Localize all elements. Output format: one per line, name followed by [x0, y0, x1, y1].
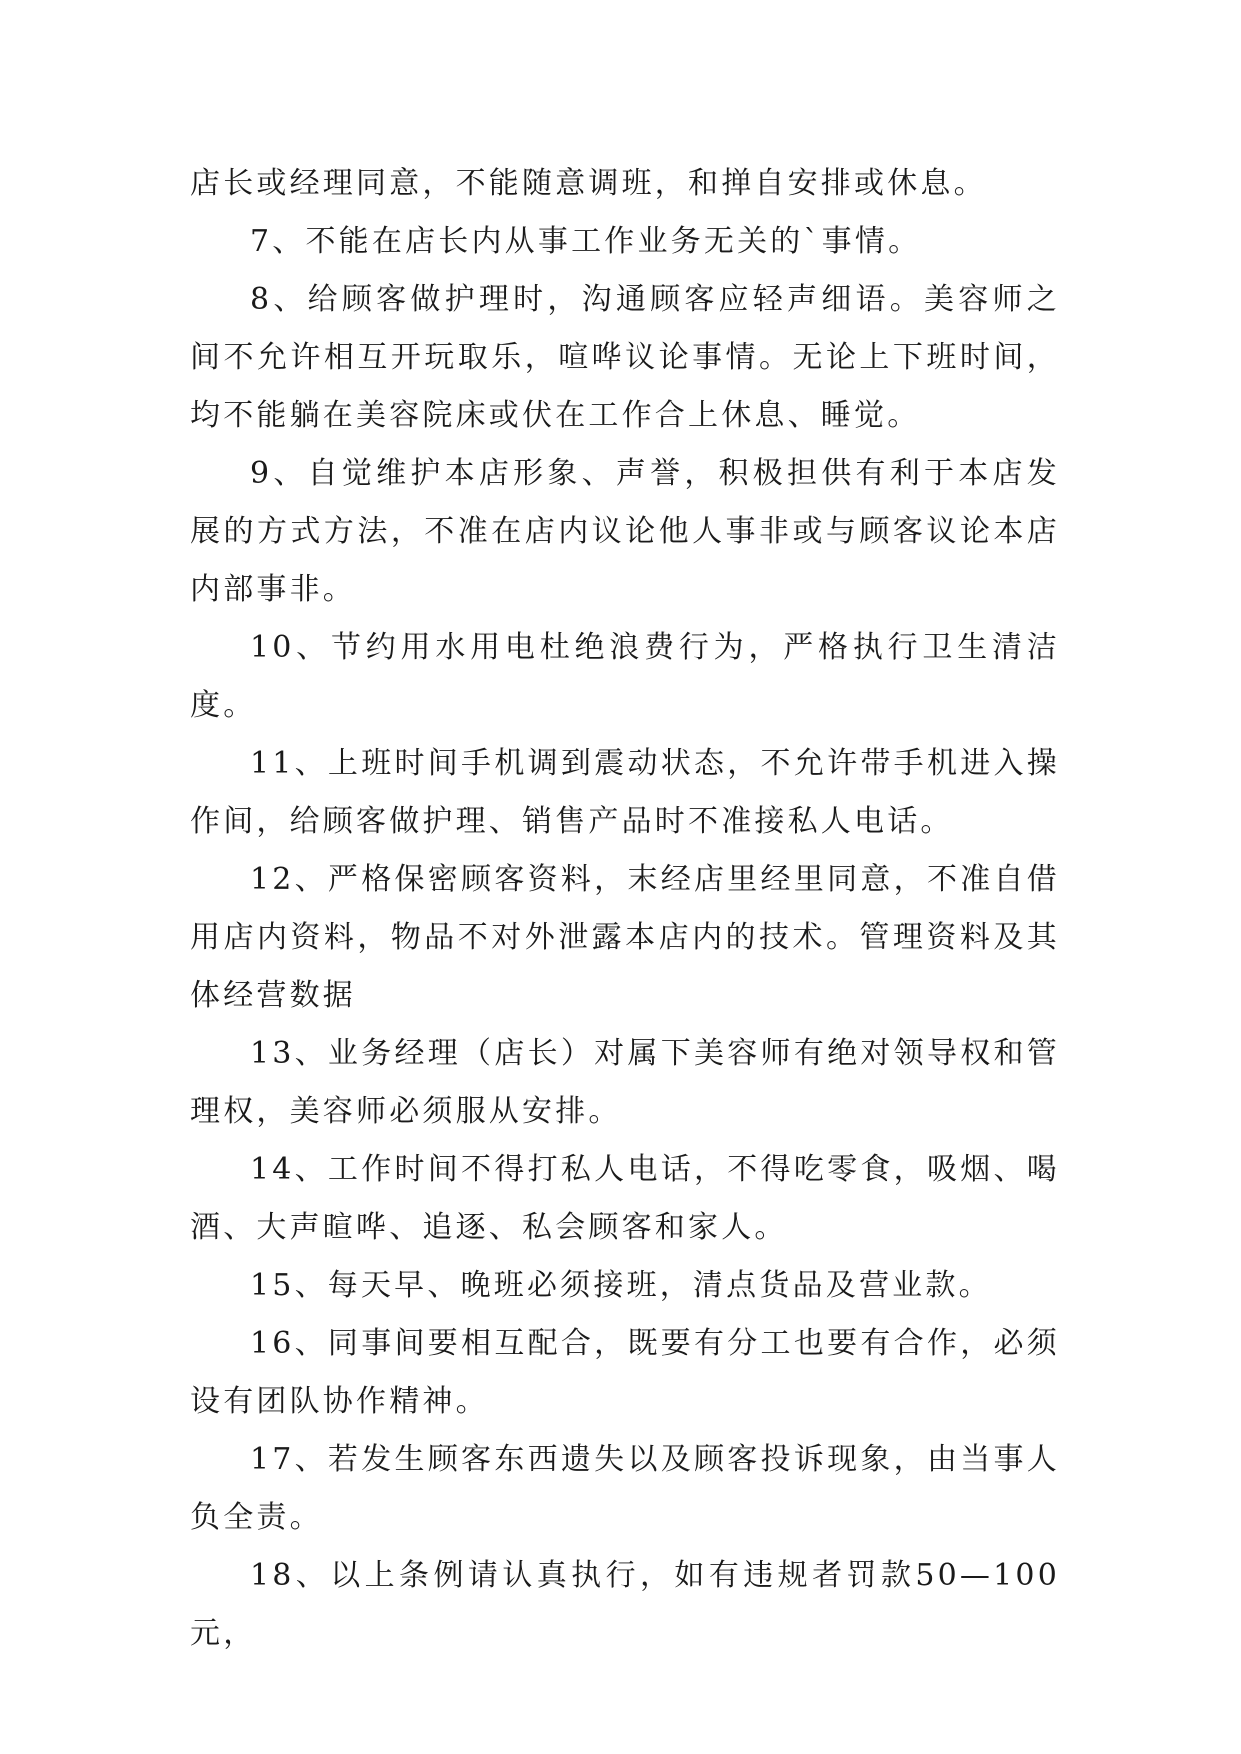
rule-item-13: 13、业务经理（店长）对属下美容师有绝对领导权和管理权，美容师必须服从安排。 — [190, 1036, 1060, 1129]
rule-item-14: 14、工作时间不得打私人电话，不得吃零食，吸烟、喝酒、大声暄哗、追逐、私会顾客和家人。 — [190, 1152, 1060, 1245]
rule-item-12: 12、严格保密顾客资料，末经店里经里同意，不准自借用店内资料，物品不对外泄露本店内的技术。管理资料及其体经营数据 — [190, 862, 1060, 1013]
rule-item-10: 10、节约用水用电杜绝浪费行为，严格执行卫生清洁度。 — [190, 630, 1060, 723]
rule-item-8: 8、给顾客做护理时，沟通顾客应轻声细语。美容师之间不允许相互开玩取乐，喧哗议论事情。无论上下班时间，均不能躺在美容院床或伏在工作合上休息、睡觉。 — [190, 282, 1060, 433]
rule-item-18: 18、以上条例请认真执行，如有违规者罚款50—100元， — [190, 1558, 1060, 1651]
rule-item-11: 11、上班时间手机调到震动状态，不允许带手机进入操作间，给顾客做护理、销售产品时不准接私人电话。 — [190, 746, 1060, 839]
rule-item-9: 9、自觉维护本店形象、声誉，积极担供有利于本店发展的方式方法，不准在店内议论他人事非或与顾客议论本店内部事非。 — [190, 456, 1060, 607]
rule-item-15: 15、每天早、晚班必须接班，清点货品及营业款。 — [250, 1268, 992, 1303]
rule-item-7: 7、不能在店长内从事工作业务无关的`事情。 — [250, 224, 922, 259]
rule-item-16: 16、同事间要相互配合，既要有分工也要有合作，必须设有团队协作精神。 — [190, 1326, 1060, 1419]
paragraph-continuation: 店长或经理同意，不能随意调班，和掸自安排或休息。 — [190, 166, 987, 201]
document-body — [190, 155, 1060, 1663]
rule-item-17: 17、若发生顾客东西遗失以及顾客投诉现象，由当事人负全责。 — [190, 1442, 1060, 1535]
